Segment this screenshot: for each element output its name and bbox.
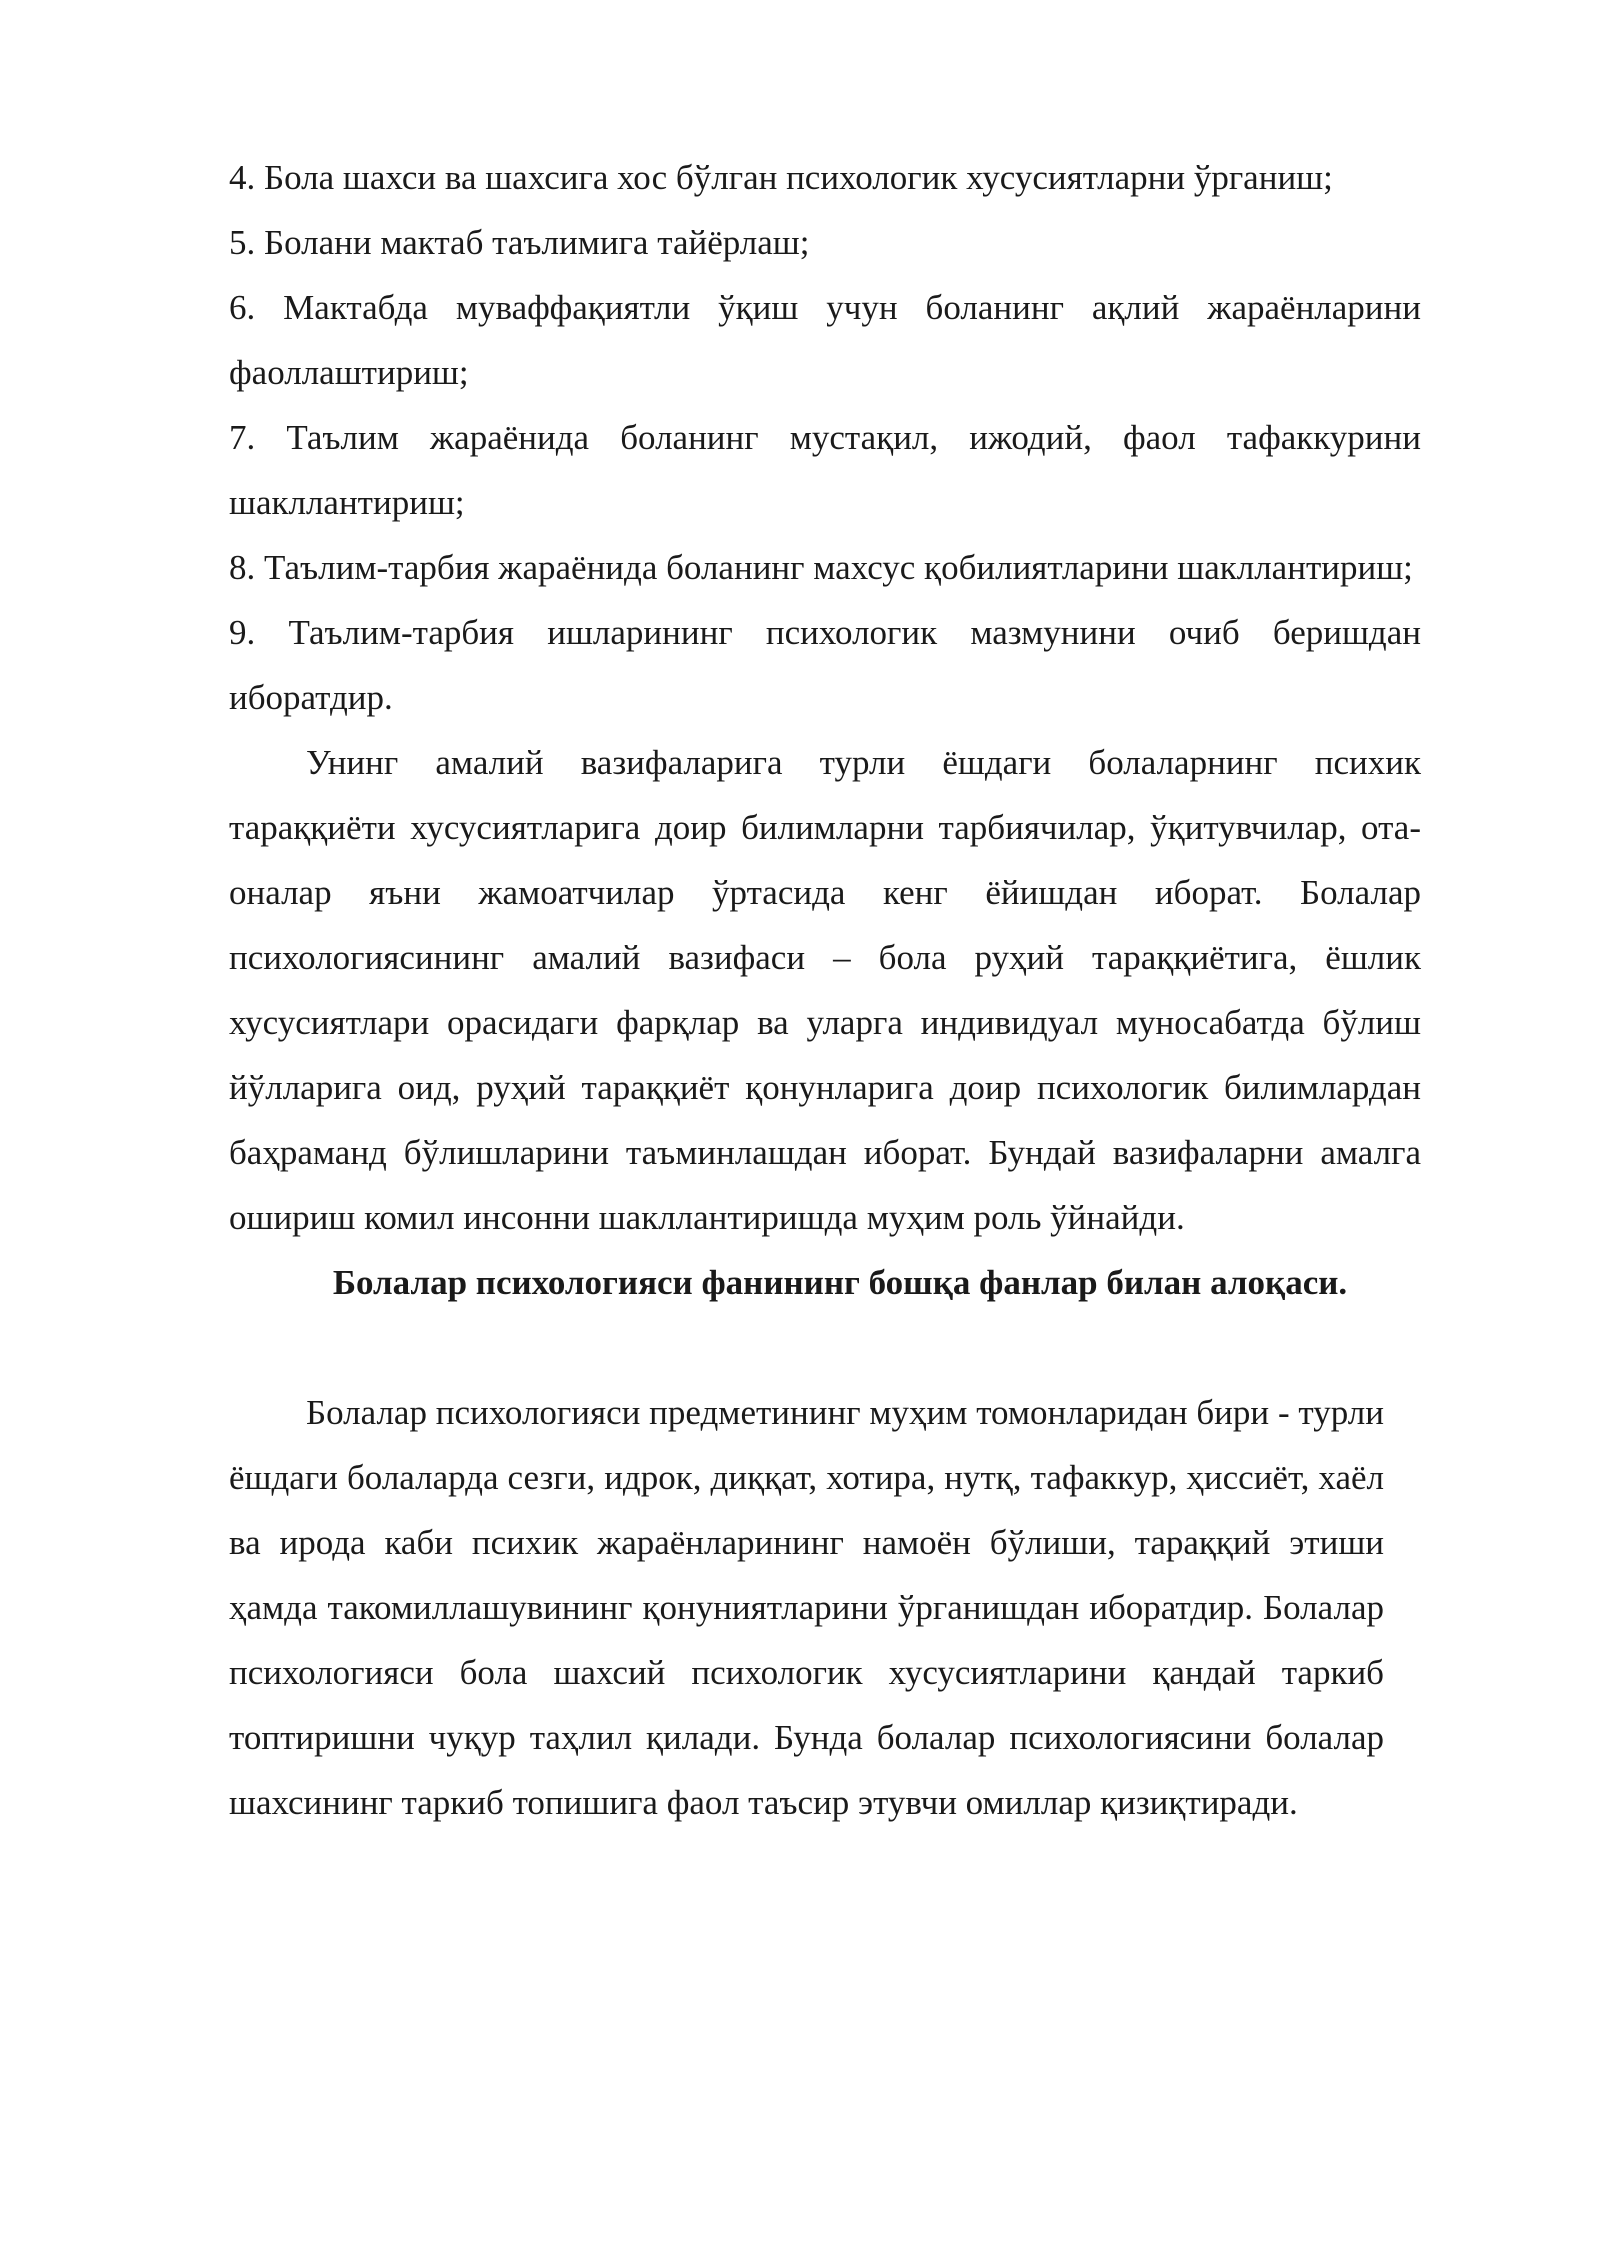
- list-item-6: 6. Мактабда муваффақиятли ўқиш учун боланинг ақлий жараёнларини фаоллаштириш;: [229, 288, 1421, 392]
- list-item-5: 5. Болани мактаб таълимига тайёрлаш;: [229, 223, 810, 262]
- list-item-8: 8. Таълим-тарбия жараёнида боланинг махсус қобилиятларини шакллантириш;: [229, 548, 1413, 587]
- section-heading: Болалар психологияси фанининг бошқа фанлар билан алоқаси.: [332, 1263, 1348, 1302]
- list-item-4: 4. Бола шахси ва шахсига хос бўлган психологик хусусиятларни ўрганиш;: [229, 158, 1333, 197]
- list-item-7: 7. Таълим жараёнида боланинг мустақил, ижодий, фаол тафаккурини шакллантириш;: [229, 418, 1421, 522]
- document-text-lower: [229, 1380, 1384, 1835]
- document-text-upper: [229, 145, 1421, 1315]
- paragraph-practical-tasks: Унинг амалий вазифаларига турли ёшдаги болаларнинг психик тараққиёти хусусиятларига доир билимларни тарбиячилар, ўқитувчилар, ота-оналар яъни жамоатчилар ўртасида кенг ёйишдан иборат. Болалар психологиясининг амалий вазифаси – бола руҳий тараққиётига, ёшлик хусусиятлари орасидаги фарқлар ва уларга индивидуал муносабатда бўлиш йўлларига оид, руҳий тараққиёт қонунларига доир психологик билимлардан баҳраманд бўлишларини таъминлашдан иборат. Бундай вазифаларни амалга ошириш комил инсонни шакллантиришда муҳим роль ўйнайди.: [229, 743, 1421, 1237]
- list-item-9: 9. Таълим-тарбия ишларининг психологик мазмунини очиб беришдан иборатдир.: [229, 613, 1421, 717]
- paragraph-subject-aspects: Болалар психологияси предметининг муҳим томонларидан бири - турли ёшдаги болаларда сезги, идрок, диққат, хотира, нутқ, тафаккур, ҳиссиёт, хаёл ва ирода каби психик жараёнларининг намоён бўлиши, тараққий этиши ҳамда такомиллашувининг қонуниятларини ўрганишдан иборатдир. Болалар психологияси бола шахсий психологик хусусиятларини қандай таркиб топтиришни чуқур таҳлил қилади. Бунда болалар психологиясини болалар шахсининг таркиб топишига фаол таъсир этувчи омиллар қизиқтиради.: [229, 1393, 1384, 1822]
